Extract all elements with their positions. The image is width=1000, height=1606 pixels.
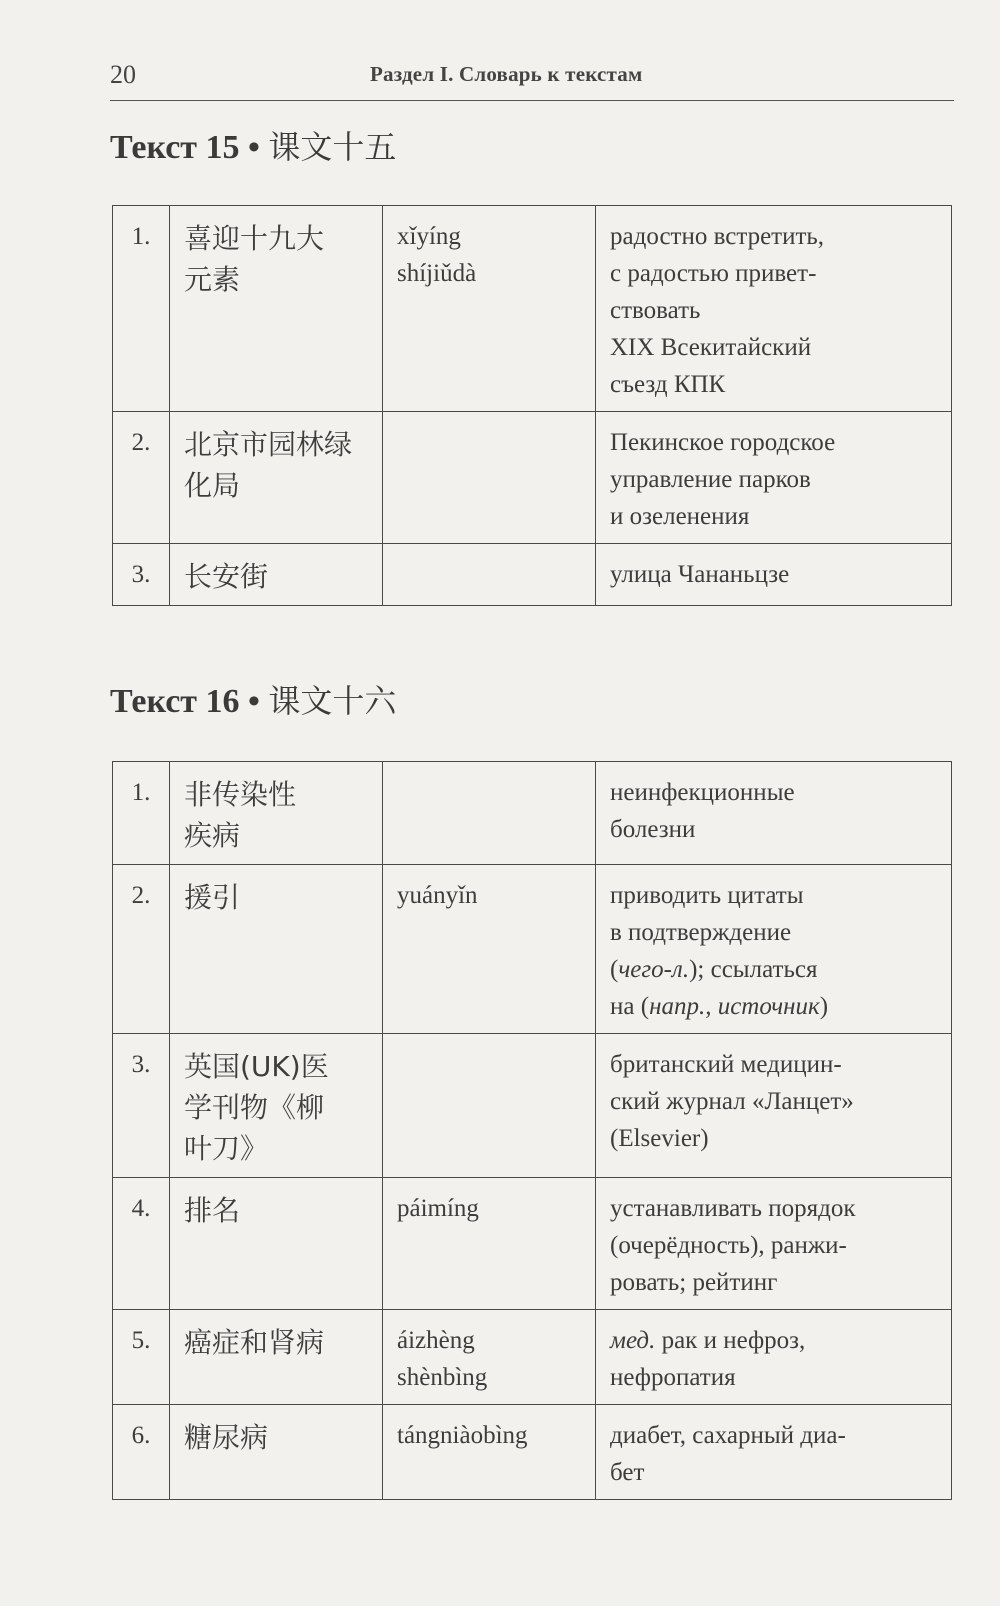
pinyin	[383, 865, 596, 1034]
page-number: 20	[110, 60, 136, 89]
pinyin	[383, 1405, 596, 1500]
translation-line: (очерёдность), ранжи-	[610, 1232, 847, 1259]
russian-translation	[596, 1034, 952, 1178]
table-row	[113, 412, 952, 544]
chinese-line: 援引	[184, 881, 241, 914]
pinyin-line: páimíng	[397, 1195, 479, 1222]
paren-open: (	[610, 956, 619, 983]
translation-line: в подтверждение	[610, 919, 792, 946]
running-head: Раздел I. Словарь к текстам	[370, 62, 643, 86]
translation-line: XIX Всекитайский	[610, 334, 812, 361]
translation-line	[610, 1322, 939, 1359]
chinese-line: 元素	[184, 263, 241, 296]
translation-line: диабет, сахарный диа-	[610, 1422, 846, 1449]
chinese-line: 喜迎十九大	[184, 222, 325, 255]
russian-translation	[596, 412, 952, 544]
translation-line	[610, 988, 939, 1025]
translation-line: радостно встретить,	[610, 223, 825, 250]
pinyin	[383, 544, 596, 606]
chinese-line: 排名	[184, 1194, 241, 1227]
chinese-line: 非传染性	[184, 778, 297, 811]
translation-line: и озеленения	[610, 503, 750, 530]
pinyin-line: tángniàobìng	[397, 1422, 528, 1449]
translation-post: )	[819, 993, 829, 1020]
translation-line: неинфекционные	[610, 779, 795, 806]
chinese-term	[170, 544, 383, 606]
pinyin	[383, 1310, 596, 1405]
table-row	[113, 544, 952, 606]
chinese-term	[170, 1034, 383, 1178]
pinyin	[383, 762, 596, 865]
translation-line	[610, 951, 939, 988]
russian-translation	[596, 206, 952, 412]
chinese-term	[170, 206, 383, 412]
chinese-line: 化局	[184, 469, 241, 502]
russian-translation	[596, 544, 952, 606]
row-number: 1.	[113, 206, 170, 412]
pinyin-line: áizhèng	[397, 1327, 475, 1354]
heading-ru: Текст 15 •	[110, 129, 260, 166]
translation-line: бет	[610, 1459, 645, 1486]
chinese-term	[170, 412, 383, 544]
translation-line: устанавливать порядок	[610, 1195, 856, 1222]
translation-line: управление парков	[610, 466, 811, 493]
table-row	[113, 865, 952, 1034]
chinese-term	[170, 1178, 383, 1310]
chinese-line: 糖尿病	[184, 1421, 269, 1454]
table-row	[113, 206, 952, 412]
row-number: 6.	[113, 1405, 170, 1500]
translation-line: улица Чананьцзе	[610, 561, 790, 588]
italic-note: мед.	[610, 1327, 656, 1354]
pinyin	[383, 206, 596, 412]
row-number: 4.	[113, 1178, 170, 1310]
translation-line: ский журнал «Ланцет»	[610, 1088, 854, 1115]
chinese-line: 长安街	[184, 560, 269, 593]
table-row	[113, 1178, 952, 1310]
vocab-table-text-15	[112, 205, 952, 606]
chinese-line: 英国(UK)医	[184, 1050, 329, 1083]
chinese-line: 癌症和肾病	[184, 1326, 325, 1359]
translation-line: британский медицин-	[610, 1051, 842, 1078]
pinyin-line: yuányǐn	[397, 882, 478, 909]
italic-note: напр., источник	[649, 993, 820, 1020]
translation-line: ствовать	[610, 297, 701, 324]
chinese-term	[170, 1405, 383, 1500]
pinyin-line: shíjiǔdà	[397, 260, 477, 287]
translation-line: с радостью привет-	[610, 260, 817, 287]
heading-cn: 课文十六	[268, 682, 397, 720]
row-number: 1.	[113, 762, 170, 865]
pinyin-line: shènbìng	[397, 1364, 488, 1391]
row-number: 3.	[113, 544, 170, 606]
russian-translation	[596, 1405, 952, 1500]
translation-line: нефропатия	[610, 1364, 736, 1391]
translation-line: болезни	[610, 816, 696, 843]
chinese-line: 疾病	[184, 819, 241, 852]
translation-rest: ); ссылаться	[689, 956, 818, 983]
pinyin	[383, 1178, 596, 1310]
chinese-line: 北京市园林绿	[184, 428, 353, 461]
section-heading-text-16	[110, 676, 396, 722]
translation-line: съезд КПК	[610, 371, 726, 398]
header-rule	[110, 100, 954, 101]
vocab-table-text-16	[112, 761, 952, 1500]
translation-line: ровать; рейтинг	[610, 1269, 778, 1296]
heading-ru: Текст 16 •	[110, 683, 260, 720]
chinese-line: 叶刀》	[184, 1132, 269, 1165]
table-row	[113, 1405, 952, 1500]
row-number: 2.	[113, 412, 170, 544]
italic-note: чего-л.	[618, 956, 690, 983]
translation-line: приводить цитаты	[610, 882, 804, 909]
translation-pre: на (	[610, 993, 650, 1020]
heading-cn: 课文十五	[268, 128, 397, 166]
table-row	[113, 1034, 952, 1178]
translation-rest: рак и нефроз,	[655, 1327, 806, 1354]
russian-translation	[596, 762, 952, 865]
translation-line: Пекинское городское	[610, 429, 836, 456]
pinyin	[383, 412, 596, 544]
chinese-line: 学刊物《柳	[184, 1091, 325, 1124]
russian-translation	[596, 1178, 952, 1310]
translation-line: (Elsevier)	[610, 1125, 709, 1152]
table-row	[113, 1310, 952, 1405]
pinyin	[383, 1034, 596, 1178]
row-number: 5.	[113, 1310, 170, 1405]
russian-translation	[596, 865, 952, 1034]
chinese-term	[170, 1310, 383, 1405]
chinese-term	[170, 865, 383, 1034]
row-number: 2.	[113, 865, 170, 1034]
table-row	[113, 762, 952, 865]
pinyin-line: xǐyíng	[397, 223, 461, 250]
section-heading-text-15	[110, 122, 396, 168]
russian-translation	[596, 1310, 952, 1405]
row-number: 3.	[113, 1034, 170, 1178]
chinese-term	[170, 762, 383, 865]
